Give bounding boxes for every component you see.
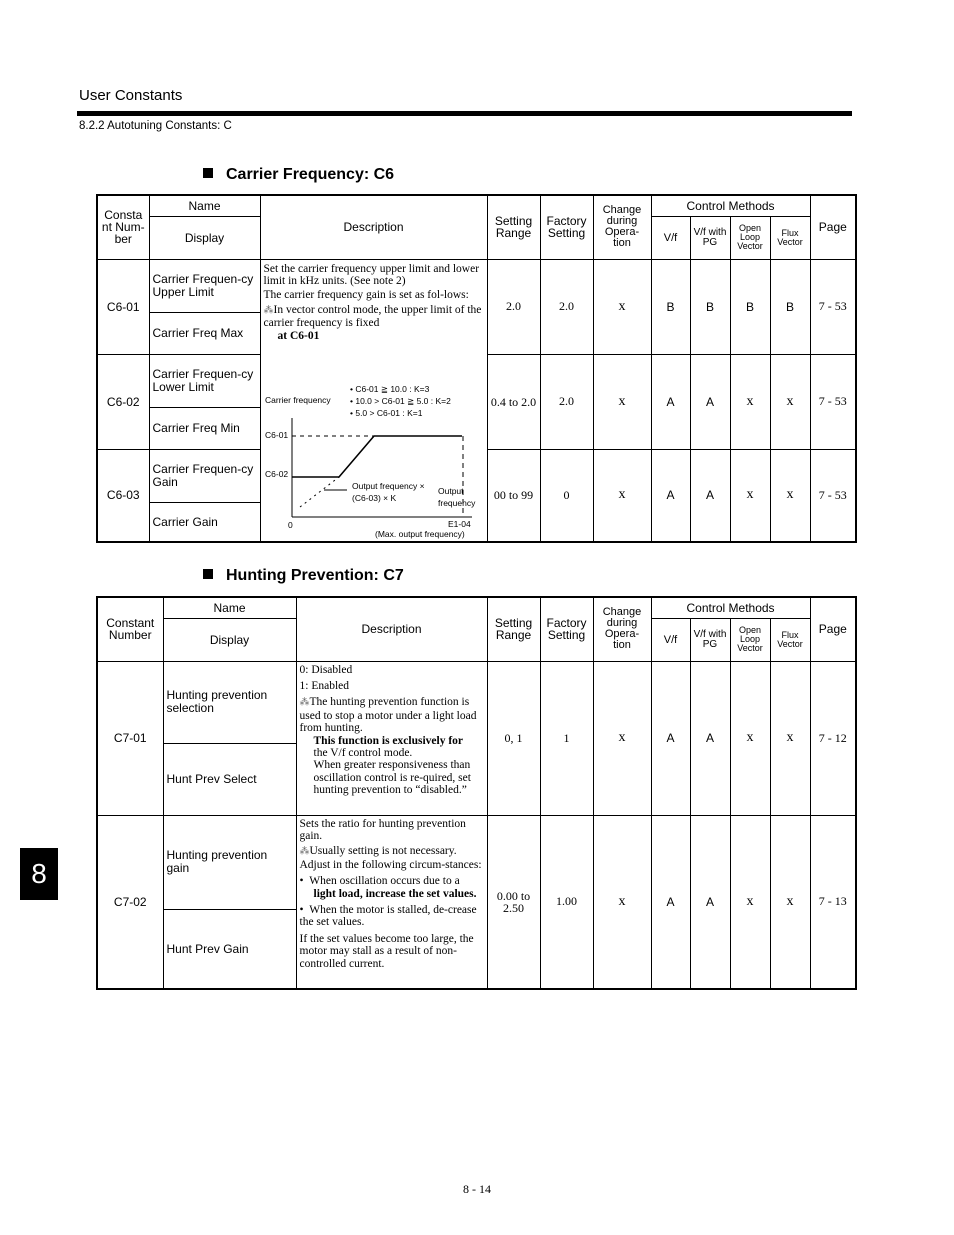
col-header-vf: V/f xyxy=(651,618,690,661)
change-during-operation: x xyxy=(593,259,651,354)
col-header-display: Display xyxy=(163,618,296,661)
constant-name: Hunting prevention selection xyxy=(163,661,296,743)
method-vf: A xyxy=(651,815,690,989)
display-name: Carrier Gain xyxy=(149,502,260,542)
graph-slope-guide xyxy=(300,477,339,507)
method-flux-vector: x xyxy=(770,354,810,449)
description-text: The carrier frequency gain is set as fol-lows: xyxy=(263,289,469,302)
col-header-factory-setting: Factory Setting xyxy=(540,597,593,661)
col-header-control-methods: Control Methods xyxy=(651,597,810,618)
note-star-icon: ⁂ xyxy=(299,846,310,858)
description-text: Usually setting is not necessary. Adjust in the following circum-stances: xyxy=(299,845,482,871)
method-flux-vector: x xyxy=(770,661,810,815)
hunting-gain-description: Sets the ratio for hunting prevention gain. ⁂Usually setting is not necessary. Adjust in the following circum-stances: • When oscillation occurs due to a light load, increase the set values. • When the motor is stalled, de-crease the set values. If the set values become too large, the motor may stall as a result of non-controlled current. xyxy=(296,815,487,989)
col-header-setting-range: Setting Range xyxy=(487,597,540,661)
method-open-loop-vector: x xyxy=(730,449,770,542)
method-vf: A xyxy=(651,354,690,449)
section-title-carrier-frequency: Carrier Frequency: C6 xyxy=(203,166,394,184)
method-vf: A xyxy=(651,661,690,815)
description-text: 1: Enabled xyxy=(299,679,349,692)
section-breadcrumb: 8.2.2 Autotuning Constants: C xyxy=(79,120,232,132)
col-header-setting-range: Setting Range xyxy=(487,195,540,259)
setting-range: 0.4 to 2.0 xyxy=(487,354,540,449)
col-header-page: Page xyxy=(810,195,856,259)
col-header-open-loop-vector: Open Loop Vector xyxy=(730,618,770,661)
constant-number: C7-01 xyxy=(97,661,163,815)
col-header-vf-with-pg: V/f with PG xyxy=(690,618,730,661)
description-text: Sets the ratio for hunting prevention gain. xyxy=(299,817,466,842)
method-flux-vector: B xyxy=(770,259,810,354)
constant-name: Carrier Frequen-cy Lower Limit xyxy=(149,354,260,407)
hunting-prevention-table xyxy=(96,596,857,990)
constant-name: Carrier Frequen-cy Upper Limit xyxy=(149,259,260,312)
graph-tick-e1-04: E1-04 xyxy=(448,519,471,529)
col-header-vf: V/f xyxy=(651,216,690,259)
graph-x-label: frequency xyxy=(438,498,476,508)
description-text: This function is exclusively for xyxy=(313,734,464,747)
col-header-change-during-operation: Change during Opera- tion xyxy=(593,195,651,259)
change-during-operation: x xyxy=(593,661,651,815)
display-name: Carrier Freq Max xyxy=(149,312,260,354)
description-text: When oscillation occurs due to a xyxy=(309,875,460,888)
method-open-loop-vector: x xyxy=(730,354,770,449)
graph-rule-text: • 5.0 > C6-01 : K=1 xyxy=(350,408,423,418)
col-header-control-methods: Control Methods xyxy=(651,195,810,216)
description-text: The hunting prevention function is used to stop a motor under a light load from hunting. xyxy=(299,696,477,735)
method-open-loop-vector: x xyxy=(730,815,770,989)
page-reference: 7 - 53 xyxy=(810,354,856,449)
display-name: Hunt Prev Gain xyxy=(163,909,296,989)
col-header-flux-vector: Flux Vector xyxy=(770,618,810,661)
page-reference: 7 - 12 xyxy=(810,661,856,815)
method-flux-vector: x xyxy=(770,815,810,989)
method-open-loop-vector: B xyxy=(730,259,770,354)
method-vf-with-pg: B xyxy=(690,259,730,354)
change-during-operation: x xyxy=(593,815,651,989)
note-star-icon: ⁂ xyxy=(299,697,310,709)
col-header-change-during-operation: Change during Opera- tion xyxy=(593,597,651,661)
col-header-constant: Constant Number xyxy=(97,597,163,661)
col-header-constant: Consta nt Num- ber xyxy=(97,195,149,259)
constant-number: C6-03 xyxy=(97,449,149,542)
graph-tick-c6-01: C6-01 xyxy=(265,430,289,440)
change-during-operation: x xyxy=(593,354,651,449)
col-header-factory-setting: Factory Setting xyxy=(540,195,593,259)
setting-range: 2.0 xyxy=(487,259,540,354)
factory-setting: 2.0 xyxy=(540,259,593,354)
method-vf-with-pg: A xyxy=(690,449,730,542)
bullet-square-icon xyxy=(203,168,213,178)
page-header-title: User Constants xyxy=(79,87,183,104)
method-open-loop-vector: x xyxy=(730,661,770,815)
graph-y-label: Carrier frequency xyxy=(265,395,331,405)
graph-tick-c6-02: C6-02 xyxy=(265,469,289,479)
method-vf-with-pg: A xyxy=(690,815,730,989)
factory-setting: 2.0 xyxy=(540,354,593,449)
constant-name: Carrier Frequen-cy Gain xyxy=(149,449,260,502)
method-vf-with-pg: A xyxy=(690,354,730,449)
col-header-flux-vector: Flux Vector xyxy=(770,216,810,259)
col-header-open-loop-vector: Open Loop Vector xyxy=(730,216,770,259)
method-vf: B xyxy=(651,259,690,354)
col-header-description: Description xyxy=(296,597,487,661)
page-number: 8 - 14 xyxy=(463,1182,491,1196)
col-header-name: Name xyxy=(149,195,260,216)
page-reference: 7 - 53 xyxy=(810,449,856,542)
chapter-tab: 8 xyxy=(20,848,58,900)
change-during-operation: x xyxy=(593,449,651,542)
section-title-hunting-prevention: Hunting Prevention: C7 xyxy=(203,567,404,585)
display-name: Hunt Prev Select xyxy=(163,743,296,815)
graph-origin-label: 0 xyxy=(288,520,293,530)
constant-number: C6-02 xyxy=(97,354,149,449)
carrier-frequency-graph xyxy=(262,378,488,543)
constant-name: Hunting prevention gain xyxy=(163,815,296,909)
factory-setting: 1.00 xyxy=(540,815,593,989)
bullet-square-icon xyxy=(203,569,213,579)
constant-number: C7-02 xyxy=(97,815,163,989)
factory-setting: 1 xyxy=(540,661,593,815)
setting-range: 0, 1 xyxy=(487,661,540,815)
description-text: light load, increase the set values. xyxy=(313,887,477,900)
graph-annotation: (C6-03) × K xyxy=(352,493,397,503)
hunting-selection-description xyxy=(296,661,487,815)
description-text: When the motor is stalled, de-crease the set values. xyxy=(299,903,477,929)
col-header-display: Display xyxy=(149,216,260,259)
graph-tick-caption: (Max. output frequency) xyxy=(375,529,465,539)
display-name: Carrier Freq Min xyxy=(149,407,260,449)
graph-carrier-curve xyxy=(292,436,462,477)
graph-x-label: Output xyxy=(438,486,464,496)
description-text: When greater responsiveness than oscillation control is re-quired, set hunting prevention to “disabled.” xyxy=(313,759,471,797)
description-text: If the set values become too large, the motor may stall as a result of non-controlled current. xyxy=(299,932,474,970)
factory-setting: 0 xyxy=(540,449,593,542)
setting-range: 00 to 99 xyxy=(487,449,540,542)
description-text: In vector control mode, the upper limit of the carrier frequency is fixed xyxy=(263,303,482,330)
description-text: at C6-01 xyxy=(277,329,320,342)
page-reference: 7 - 53 xyxy=(810,259,856,354)
description-text: Set the carrier frequency upper limit and lower limit in kHz units. (See note 2) xyxy=(263,262,480,287)
method-vf: A xyxy=(651,449,690,542)
col-header-description: Description xyxy=(260,195,487,259)
note-star-icon: ⁂ xyxy=(263,304,274,316)
col-header-vf-with-pg: V/f with PG xyxy=(690,216,730,259)
description-text: 0: Disabled xyxy=(299,663,353,676)
graph-rule-text: • 10.0 > C6-01 ≧ 5.0 : K=2 xyxy=(350,396,451,406)
header-rule xyxy=(77,111,852,116)
method-vf-with-pg: A xyxy=(690,661,730,815)
page-reference: 7 - 13 xyxy=(810,815,856,989)
graph-annotation: Output frequency × xyxy=(352,481,425,491)
setting-range: 0.00 to 2.50 xyxy=(487,815,540,989)
method-flux-vector: x xyxy=(770,449,810,542)
constant-number: C6-01 xyxy=(97,259,149,354)
description-text: the V/f control mode. xyxy=(313,746,413,759)
col-header-page: Page xyxy=(810,597,856,661)
col-header-name: Name xyxy=(163,597,296,618)
graph-rule-text: • C6-01 ≧ 10.0 : K=3 xyxy=(350,384,430,394)
